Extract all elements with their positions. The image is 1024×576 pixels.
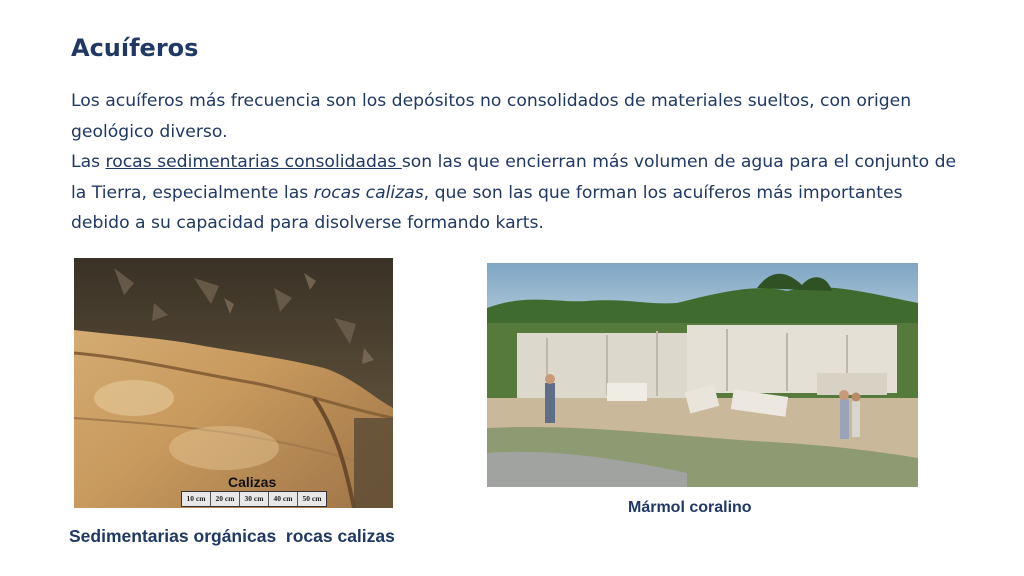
paragraph-1: Los acuíferos más frecuencia son los depósitos no consolidados de materiales sueltos, con origen geológico diverso. [71, 91, 912, 142]
scale-mark: 50 cm [302, 494, 322, 503]
marble-caption: Mármol coralino [628, 499, 752, 516]
italic-term: rocas calizas [313, 182, 424, 203]
scale-mark: 30 cm [240, 492, 269, 506]
paragraph-2 [71, 147, 961, 239]
paragraph-2-middle: son las que encierran más volumen de agua para el conjunto de la Tierra, especialmente las [71, 152, 957, 203]
marble-quarry-image [487, 263, 918, 487]
limestone-photo [74, 258, 393, 508]
scale-mark: 10 cm [182, 492, 211, 506]
scale-bar [181, 491, 327, 507]
paragraph-2-prefix: Las [71, 152, 106, 173]
underlined-term: rocas sedimentarias consolidadas [105, 152, 402, 173]
limestone-caption: Sedimentarias orgánicas rocas calizas [69, 526, 395, 546]
slide-body [71, 86, 961, 239]
limestone-image [74, 258, 393, 508]
slide-title: Acuíferos [71, 34, 199, 62]
paragraph-2-suffix: , que son las que forman los acuíferos más importantes debido a su capacidad para disolverse formando karts. [71, 182, 903, 234]
scale-mark: 20 cm [211, 492, 240, 506]
limestone-overlay-label: Calizas [228, 474, 277, 490]
marble-quarry-photo [487, 263, 918, 487]
scale-mark: 40 cm [269, 492, 298, 506]
